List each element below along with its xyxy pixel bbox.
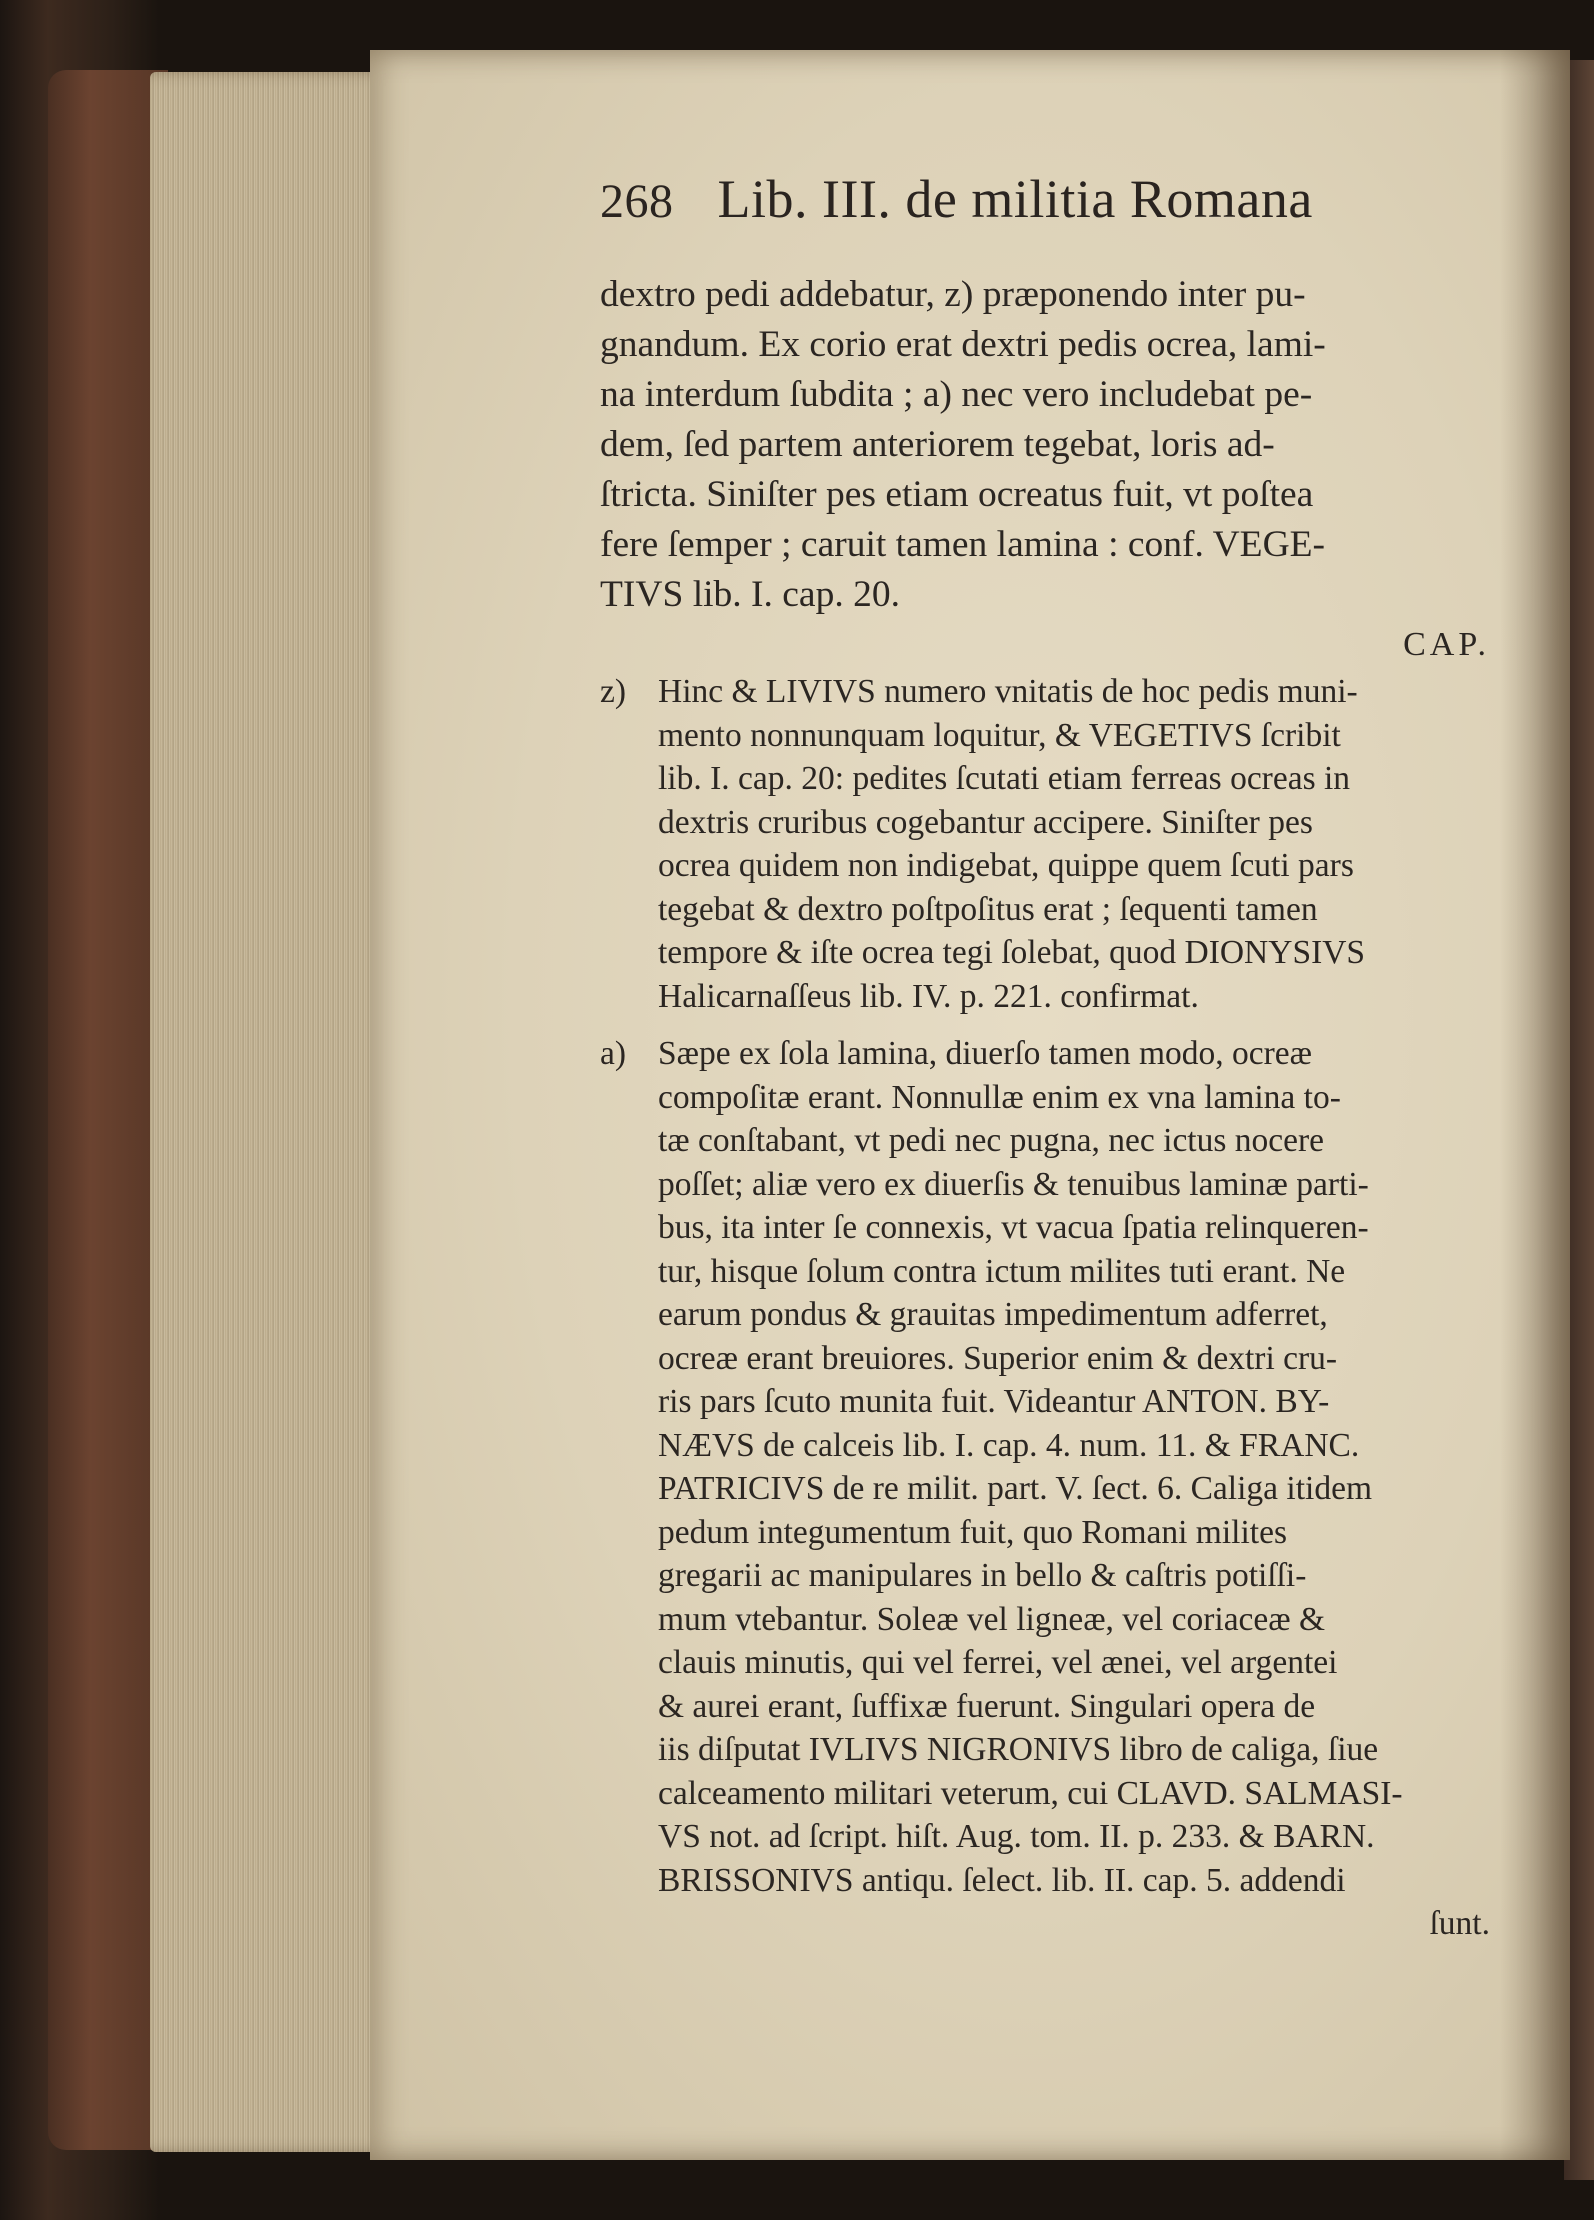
footnote-line: earum pondus & grauitas impedimentum adferret,	[658, 1296, 1328, 1333]
footnote-line: ris pars ſcuto munita fuit. Videantur ANTON. BY-	[658, 1383, 1330, 1420]
footnote-line: BRISSONIVS antiqu. ſelect. lib. II. cap. 5. addendi	[658, 1861, 1346, 1899]
footnote-line: poſſet; aliæ vero ex diuerſis & tenuibus laminæ parti-	[658, 1165, 1369, 1203]
footnote-line: Halicarnaſſeus lib. IV. p. 221. confirmat.	[658, 977, 1199, 1015]
page-number: 268	[600, 175, 674, 228]
footnote-line: dextris cruribus cogebantur accipere. Siniſter pes	[658, 803, 1313, 841]
page-gutter-shadow	[1500, 50, 1570, 2160]
footnote-line: mento nonnunquam loquitur, & VEGETIVS ſcribit	[658, 716, 1341, 754]
footnote-line: tur, hisque ſolum contra ictum milites tuti erant. Ne	[658, 1252, 1346, 1290]
main-text	[600, 270, 1490, 620]
footnote-line: bus, ita inter ſe connexis, vt vacua ſpatia relinqueren-	[658, 1209, 1369, 1246]
footnote-line: iis diſputat IVLIVS NIGRONIVS libro de caliga, ſiue	[658, 1731, 1379, 1768]
footnote-line: tæ conſtabant, vt pedi nec pugna, nec ictus nocere	[658, 1122, 1325, 1159]
main-text-line: dem, ſed partem anteriorem tegebat, loris ad-	[600, 424, 1275, 465]
main-text-line: TIVS lib. I. cap. 20.	[600, 574, 900, 615]
footnote-line: calceamento militari veterum, cui CLAVD. SALMASI-	[658, 1774, 1403, 1812]
catchword: CAP.	[1403, 626, 1490, 663]
footnote-line: pedum integumentum fuit, quo Romani milites	[658, 1513, 1287, 1551]
main-text-line: na interdum ſubdita ; a) nec vero includebat pe-	[600, 374, 1313, 415]
footnote-label: z)	[600, 673, 627, 710]
book-page	[370, 50, 1570, 2160]
footnote-line: ſunt.	[1429, 1905, 1490, 1942]
main-text-line: ſtricta. Siniſter pes etiam ocreatus fuit, vt poſtea	[600, 474, 1314, 515]
footnote-line: ocreæ erant breuiores. Superior enim & dextri cru-	[658, 1339, 1338, 1377]
running-title: Lib. III. de militia Romana	[717, 169, 1313, 229]
footnote-line: clauis minutis, qui vel ferrei, vel ænei, vel argentei	[658, 1644, 1338, 1681]
main-text-line: fere ſemper ; caruit tamen lamina : conf. VEGE-	[600, 524, 1326, 565]
footnote-line: compoſitæ erant. Nonnullæ enim ex vna lamina to-	[658, 1078, 1341, 1116]
footnote-line: mum vtebantur. Soleæ vel ligneæ, vel coriaceæ &	[658, 1600, 1326, 1638]
page-edges	[150, 72, 390, 2152]
text-block	[600, 270, 1490, 1946]
running-head	[600, 168, 1594, 230]
footnote-line: & aurei erant, ſuffixæ fuerunt. Singulari opera de	[658, 1687, 1316, 1725]
footnote-label: a)	[600, 1035, 627, 1072]
footnote-line: tegebat & dextro poſtpoſitus erat ; ſequenti tamen	[658, 890, 1318, 928]
footnote-line: NÆVS de calceis lib. I. cap. 4. num. 11. & FRANC.	[658, 1426, 1360, 1464]
main-text-line: gnandum. Ex corio erat dextri pedis ocrea, lami-	[600, 324, 1326, 365]
footnote-z	[600, 670, 1490, 1018]
footnote-line: Sæpe ex ſola lamina, diuerſo tamen modo, ocreæ	[658, 1035, 1313, 1072]
footnote-line: ocrea quidem non indigebat, quippe quem ſcuti pars	[658, 847, 1354, 884]
footnote-line: Hinc & LIVIVS numero vnitatis de hoc pedis muni-	[658, 673, 1358, 710]
footnote-line: VS not. ad ſcript. hiſt. Aug. tom. II. p. 233. & BARN.	[658, 1818, 1375, 1855]
footnote-a	[600, 1032, 1490, 1946]
main-text-line: dextro pedi addebatur, z) præponendo inter pu-	[600, 274, 1306, 315]
footnote-line: gregarii ac manipulares in bello & caſtris potiſſi-	[658, 1557, 1307, 1594]
footnote-line: tempore & iſte ocrea tegi ſolebat, quod DIONYSIVS	[658, 934, 1366, 971]
footnote-line: PATRICIVS de re milit. part. V. ſect. 6. Caliga itidem	[658, 1470, 1373, 1507]
footnote-line: lib. I. cap. 20: pedites ſcutati etiam ferreas ocreas in	[658, 760, 1351, 797]
